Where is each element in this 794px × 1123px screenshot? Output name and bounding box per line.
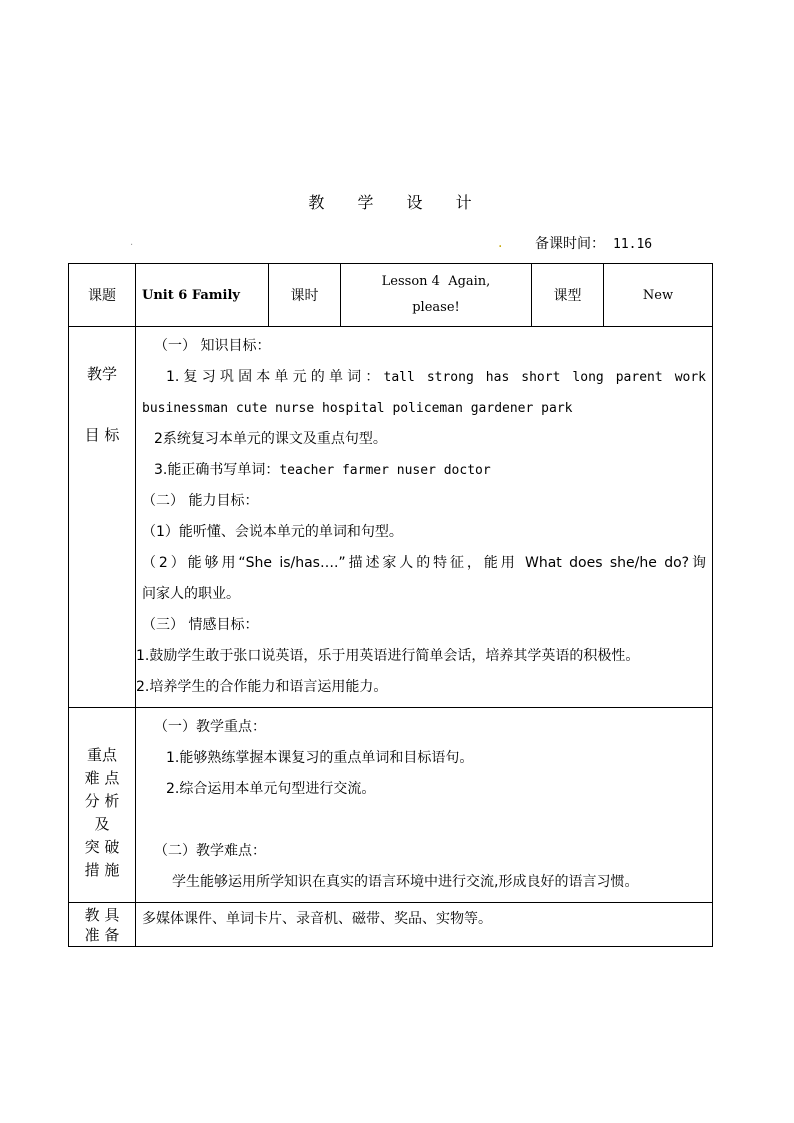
tools-label bbox=[69, 903, 136, 947]
key-points-label bbox=[69, 708, 136, 903]
tools-label-1: 教 具 bbox=[84, 905, 120, 924]
knowledge-item-1-words-cont: businessman cute nurse hospital policeman gardener park bbox=[142, 401, 573, 416]
knowledge-item-3 bbox=[142, 455, 706, 486]
key-points-label-6: 措 施 bbox=[84, 861, 120, 879]
lesson-line-2: please! bbox=[412, 300, 460, 315]
objectives-row bbox=[69, 327, 713, 708]
key-points-row bbox=[69, 708, 713, 903]
key-points-label-1: 重点 bbox=[86, 746, 117, 764]
type-label: 课型 bbox=[532, 264, 604, 327]
topic-value: Unit 6 Family bbox=[136, 264, 269, 327]
type-value: New bbox=[604, 264, 713, 327]
lesson-plan-table bbox=[68, 263, 713, 947]
tools-label-2: 准 备 bbox=[84, 925, 120, 944]
tools-row bbox=[69, 903, 713, 947]
decorative-dot-right: . bbox=[498, 235, 503, 251]
key-points-label-3: 分 析 bbox=[84, 792, 120, 810]
emotion-heading: （三） 情感目标： bbox=[142, 617, 259, 633]
lesson-line-1: Lesson 4 Again, bbox=[381, 274, 491, 289]
ability-item-1: （1）能听懂、会说本单元的单词和句型。 bbox=[142, 524, 403, 540]
key-points-content bbox=[136, 708, 713, 903]
decorative-dot-left: . bbox=[130, 237, 134, 248]
lesson-cell bbox=[341, 264, 532, 327]
spacer bbox=[142, 805, 706, 836]
ability-heading: （二） 能力目标： bbox=[142, 493, 259, 509]
objectives-label-line2: 目 标 bbox=[84, 426, 120, 444]
key-points-label-5: 突 破 bbox=[84, 838, 120, 856]
knowledge-item-1-words: tall strong has short long parent work bbox=[383, 370, 707, 385]
prep-time bbox=[535, 233, 652, 253]
key-points-label-2: 难 点 bbox=[84, 769, 120, 787]
tools-content bbox=[136, 903, 713, 947]
period-label: 课时 bbox=[269, 264, 341, 327]
key-points-label-4: 及 bbox=[94, 815, 110, 833]
knowledge-item-3-prefix: 3.能正确书写单词： bbox=[154, 462, 280, 478]
focus-item-2: 2.综合运用本单元句型进行交流。 bbox=[166, 781, 376, 797]
ability-item-2: （2）能够用“She is/has….”描述家人的特征，能用 What does she/he do?询 bbox=[142, 555, 706, 571]
objectives-label-line1: 教学 bbox=[86, 365, 117, 383]
knowledge-item-1 bbox=[142, 362, 706, 393]
prep-time-label: 备课时间： bbox=[535, 236, 605, 252]
emotion-item-1: 1.鼓励学生敢于张口说英语，乐于用英语进行简单会话，培养其学英语的积极性。 bbox=[136, 648, 640, 664]
objectives-content bbox=[136, 327, 713, 708]
emotion-item-2: 2.培养学生的合作能力和语言运用能力。 bbox=[136, 679, 388, 695]
topic-label: 课题 bbox=[69, 264, 136, 327]
document-title: 教 学 设 计 bbox=[308, 193, 486, 212]
focus-heading: （一）教学重点： bbox=[154, 719, 266, 735]
knowledge-item-3-words: teacher farmer nuser doctor bbox=[279, 463, 491, 478]
knowledge-heading: （一） 知识目标： bbox=[154, 338, 271, 354]
ability-item-2-cont: 问家人的职业。 bbox=[142, 586, 240, 602]
tools-value: 多媒体课件、单词卡片、录音机、磁带、奖品、实物等。 bbox=[142, 911, 492, 927]
header-row bbox=[69, 264, 713, 327]
objectives-label bbox=[69, 327, 136, 708]
knowledge-item-1-prefix: 1.复习巩固本单元的单词： bbox=[166, 369, 384, 385]
focus-item-1: 1.能够熟练掌握本课复习的重点单词和目标语句。 bbox=[166, 750, 474, 766]
difficulty-item-1: 学生能够运用所学知识在真实的语言环境中进行交流,形成良好的语言习惯。 bbox=[172, 874, 639, 890]
prep-time-value: 11.16 bbox=[613, 237, 653, 252]
difficulty-heading: （二）教学难点： bbox=[154, 843, 266, 859]
knowledge-item-2: 2系统复习本单元的课文及重点句型。 bbox=[154, 431, 387, 447]
